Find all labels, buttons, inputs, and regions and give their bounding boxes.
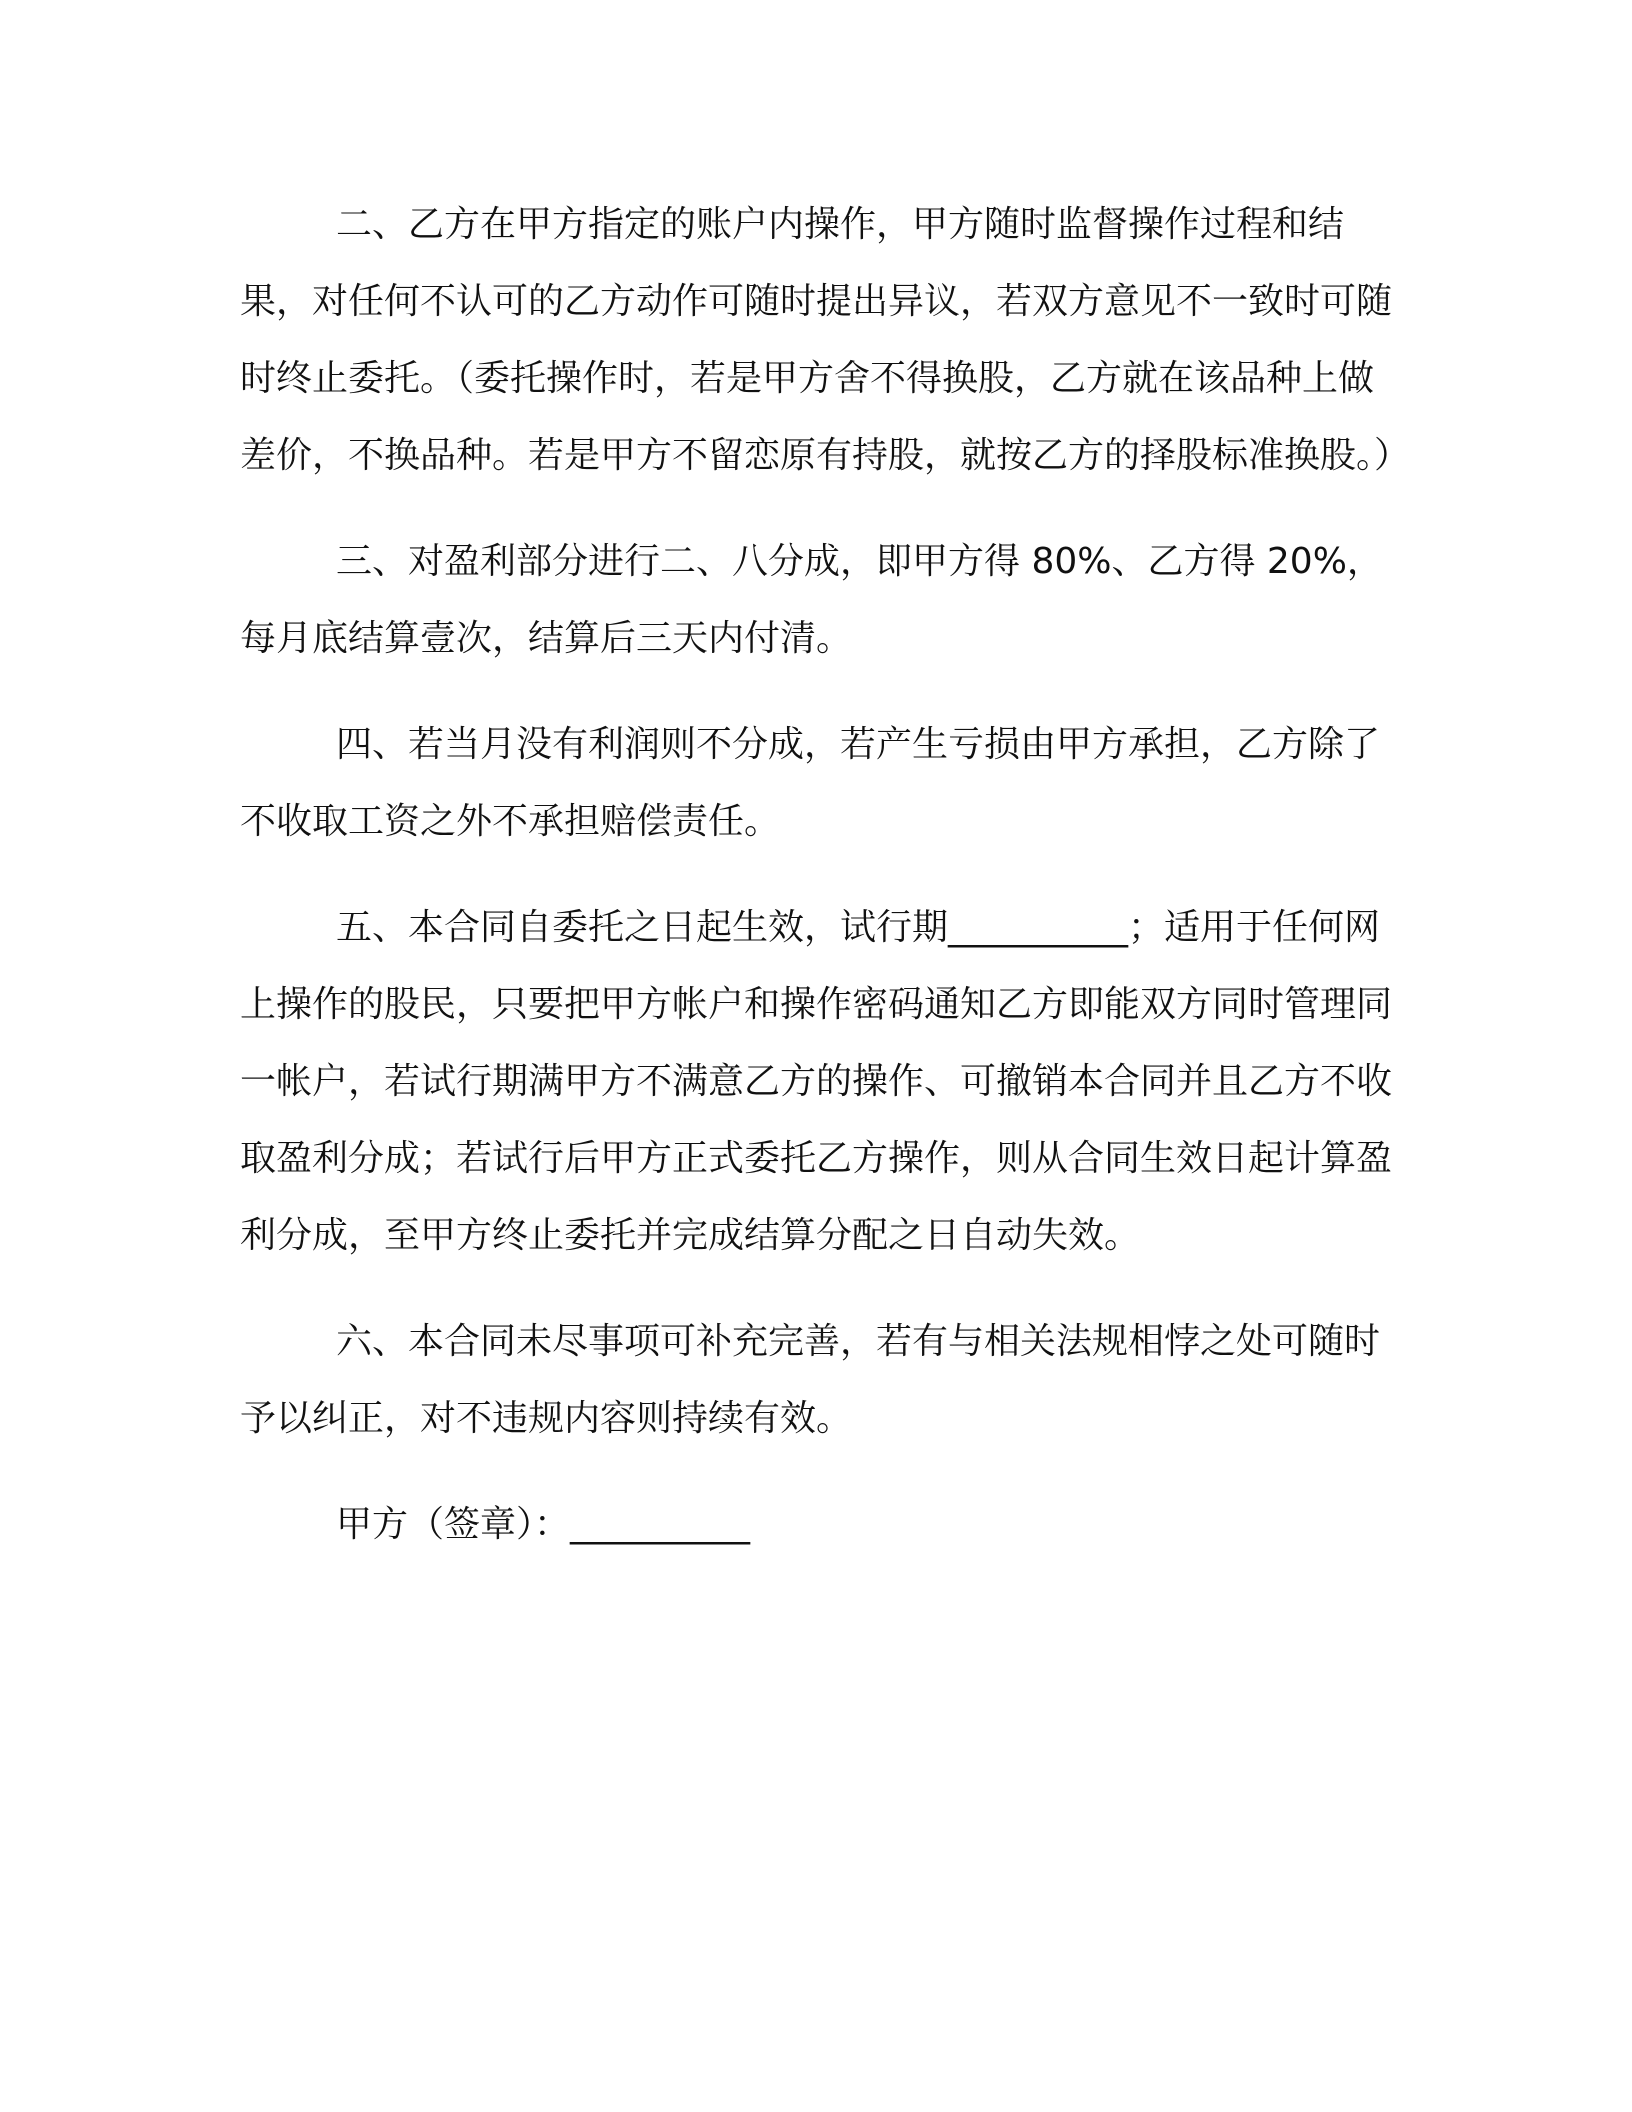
clause-3: 三、对盈利部分进行二、八分成，即甲方得 80%、乙方得 20%，每月底结算壹次，结算后三天内付清。 <box>240 541 1383 659</box>
party-a-signature-line: 甲方（签章）：__________ <box>336 1504 751 1545</box>
document-body <box>240 186 1411 1592</box>
clause-2: 二、乙方在甲方指定的账户内操作，甲方随时监督操作过程和结果，对任何不认可的乙方动作可随时提出异议，若双方意见不一致时可随时终止委托。（委托操作时，若是甲方舍不得换股，乙方就在该品种上做差价，不换品种。若是甲方不留恋原有持股，就按乙方的择股标准换股。） <box>240 204 1411 476</box>
clause-5: 五、本合同自委托之日起生效，试行期__________；适用于任何网上操作的股民，只要把甲方帐户和操作密码通知乙方即能双方同时管理同一帐户，若试行期满甲方不满意乙方的操作、可撤销本合同并且乙方不收取盈利分成；若试行后甲方正式委托乙方操作，则从合同生效日起计算盈利分成，至甲方终止委托并完成结算分配之日自动失效。 <box>240 907 1393 1256</box>
clause-4: 四、若当月没有利润则不分成，若产生亏损由甲方承担，乙方除了不收取工资之外不承担赔偿责任。 <box>240 724 1381 842</box>
clause-6: 六、本合同未尽事项可补充完善，若有与相关法规相悖之处可随时予以纠正，对不违规内容则持续有效。 <box>240 1321 1381 1439</box>
